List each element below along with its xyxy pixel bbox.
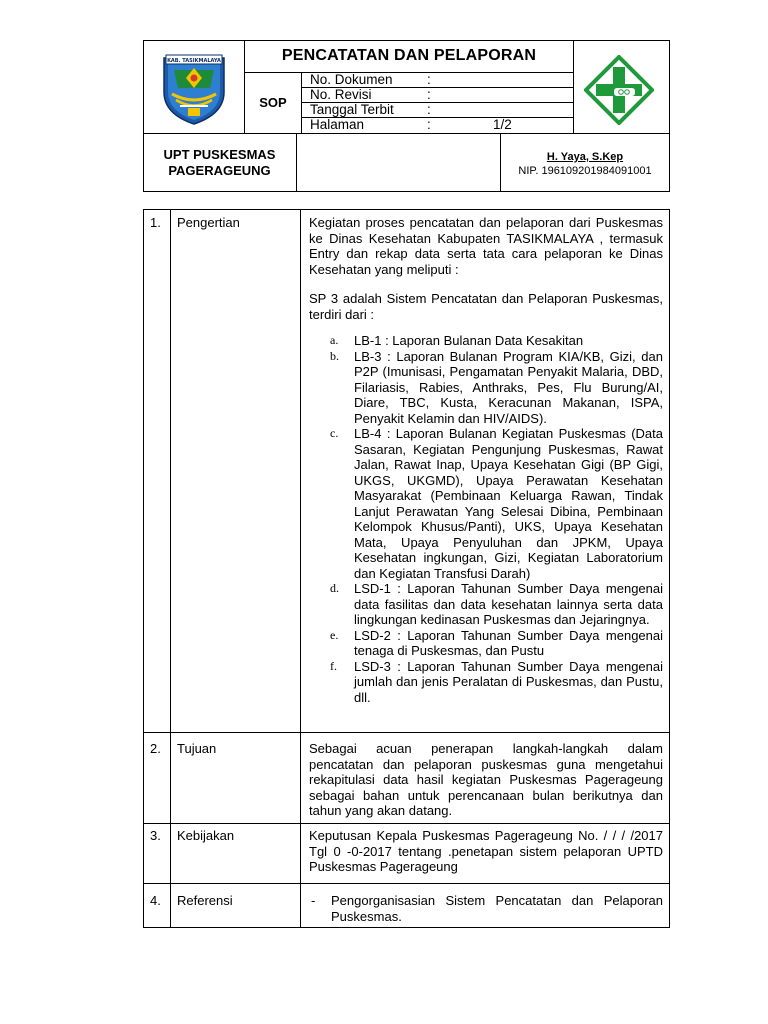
list-marker: d. bbox=[330, 581, 339, 595]
organization-line: UPT PUSKESMAS bbox=[163, 146, 276, 162]
list-item bbox=[330, 333, 663, 349]
list-item bbox=[330, 581, 663, 628]
meta-key: Tanggal Terbit bbox=[310, 102, 394, 117]
row-label: Referensi bbox=[177, 893, 233, 908]
list-text: LSD-1 : Laporan Tahunan Sumber Daya mengenai data fasilitas dan data kesehatan lainnya serta data lingkungan kedinasan Puskesmas dan Jejaringnya. bbox=[354, 581, 663, 627]
organization-line: PAGERAGEUNG bbox=[168, 162, 271, 178]
list-dash: - bbox=[311, 893, 316, 908]
header-divider bbox=[296, 133, 297, 192]
table-divider bbox=[143, 883, 670, 884]
meta-colon: : bbox=[427, 102, 431, 117]
list-marker: e. bbox=[330, 627, 339, 642]
list-item bbox=[330, 659, 663, 706]
meta-key: No. Revisi bbox=[310, 87, 372, 102]
row-body bbox=[309, 741, 663, 819]
row-label: Tujuan bbox=[177, 741, 217, 756]
list-text: LB-1 : Laporan Bulanan Data Kesakitan bbox=[354, 333, 584, 348]
row-number: 3. bbox=[150, 828, 161, 843]
row-body bbox=[309, 215, 663, 277]
meta-key: No. Dokumen bbox=[310, 72, 393, 87]
table-divider bbox=[143, 732, 670, 733]
organization-name bbox=[143, 133, 296, 192]
paragraph: Keputusan Kepala Puskesmas Pagerageung No. / / / /2017 Tgl 0 -0-2017 tentang .penetapan sistem pelaporan UPTD Puskesmas Pagerageung bbox=[309, 828, 663, 874]
signer-nip: NIP. 196109201984091001 bbox=[518, 165, 652, 177]
document-title: PENCATATAN DAN PELAPORAN bbox=[281, 47, 537, 64]
row-label: Pengertian bbox=[177, 215, 240, 230]
row-number: 4. bbox=[150, 893, 161, 908]
seal-label: KAB. TASIKMALAYA bbox=[167, 58, 221, 64]
regency-seal-icon bbox=[158, 48, 230, 126]
list-marker: c. bbox=[330, 426, 339, 440]
meta-colon: : bbox=[427, 72, 431, 87]
paragraph: SP 3 adalah Sistem Pencatatan dan Pelaporan Puskesmas, terdiri dari : bbox=[309, 291, 663, 322]
list-item bbox=[330, 628, 663, 659]
table-divider bbox=[170, 209, 171, 928]
row-number: 2. bbox=[150, 741, 161, 756]
report-list bbox=[330, 333, 663, 705]
row-label: Kebijakan bbox=[177, 828, 235, 843]
list-marker: a. bbox=[330, 333, 339, 347]
list-item bbox=[330, 426, 663, 581]
list-marker: f. bbox=[330, 658, 337, 673]
signer-block bbox=[500, 150, 670, 178]
signer-name: H. Yaya, S.Kep bbox=[546, 151, 624, 163]
reference-item bbox=[311, 893, 663, 924]
meta-colon: : bbox=[427, 87, 431, 102]
list-text: LB-3 : Laporan Bulanan Program KIA/KB, Gizi, dan P2P (Imunisasi, Pengamatan Penyakit Malaria, DBD, Filariasis, Rabies, Anthraks, Pes, Flu Burung/AI, Diare, TBC, Kusta, Keracunan Makanan, ISPA, Penyakit Kelamin dan HIV/AIDS). bbox=[354, 348, 663, 426]
table-divider bbox=[143, 823, 670, 824]
list-text: LB-4 : Laporan Bulanan Kegiatan Puskesmas (Data Sasaran, Kegiatan Pengunjung Puskesmas, Rawat Jalan, Rawat Inap, Upaya Kesehatan Gigi (BP Gigi, UKGS, UKGMD), Upaya Perawatan Kesehatan Masyarakat (Pembinaan Keluarga Rawan, Tindak Lanjut Perawatan Yang Selesai Dibina, Pembinaan Kelompok Khusus/Panti), UKS, Upaya Kesehatan Mata, Upaya Penyuluhan dan JPKM, Upaya Kesehatan ingkungan, Gizi, Kegiatan Laboratorium dan Kegiatan Transfusi Darah) bbox=[354, 426, 663, 581]
list-text: LSD-2 : Laporan Tahunan Sumber Daya mengenai tenaga di Puskesmas, dan Pustu bbox=[354, 627, 663, 658]
table-divider bbox=[300, 209, 301, 928]
row-body bbox=[309, 828, 663, 875]
sop-label: SOP bbox=[259, 94, 287, 110]
paragraph: Sebagai acuan penerapan langkah-langkah dalam pencatatan dan pelaporan puskesmas guna mengetahui rekapitulasi data hasil kegiatan Puskesmas Pagerageung sebagai bahan untuk perencanaan bulan berikutnya dan tahun yang akan datang. bbox=[309, 741, 663, 818]
meta-colon: : bbox=[427, 117, 431, 132]
header-divider bbox=[573, 40, 574, 133]
row-number: 1. bbox=[150, 215, 161, 230]
puskesmas-cross-logo-icon bbox=[584, 55, 654, 125]
list-text: LSD-3 : Laporan Tahunan Sumber Daya mengenai jumlah dan jenis Peralatan di Puskesmas, dan Pustu, dll. bbox=[354, 658, 663, 705]
list-marker: b. bbox=[330, 348, 339, 363]
meta-value: 1/2 bbox=[493, 117, 512, 132]
row-body bbox=[309, 291, 663, 322]
paragraph: Kegiatan proses pencatatan dan pelaporan dari Puskesmas ke Dinas Kesehatan Kabupaten TASIKMALAYA , termasuk Entry dan rekap data serta tata cara pelaporan ke Dinas Kesehatan yang meliputi : bbox=[309, 215, 663, 277]
meta-key: Halaman bbox=[310, 117, 365, 132]
list-item bbox=[330, 349, 663, 427]
reference-text: Pengorganisasian Sistem Pencatatan dan Pelaporan Puskesmas. bbox=[331, 893, 663, 924]
